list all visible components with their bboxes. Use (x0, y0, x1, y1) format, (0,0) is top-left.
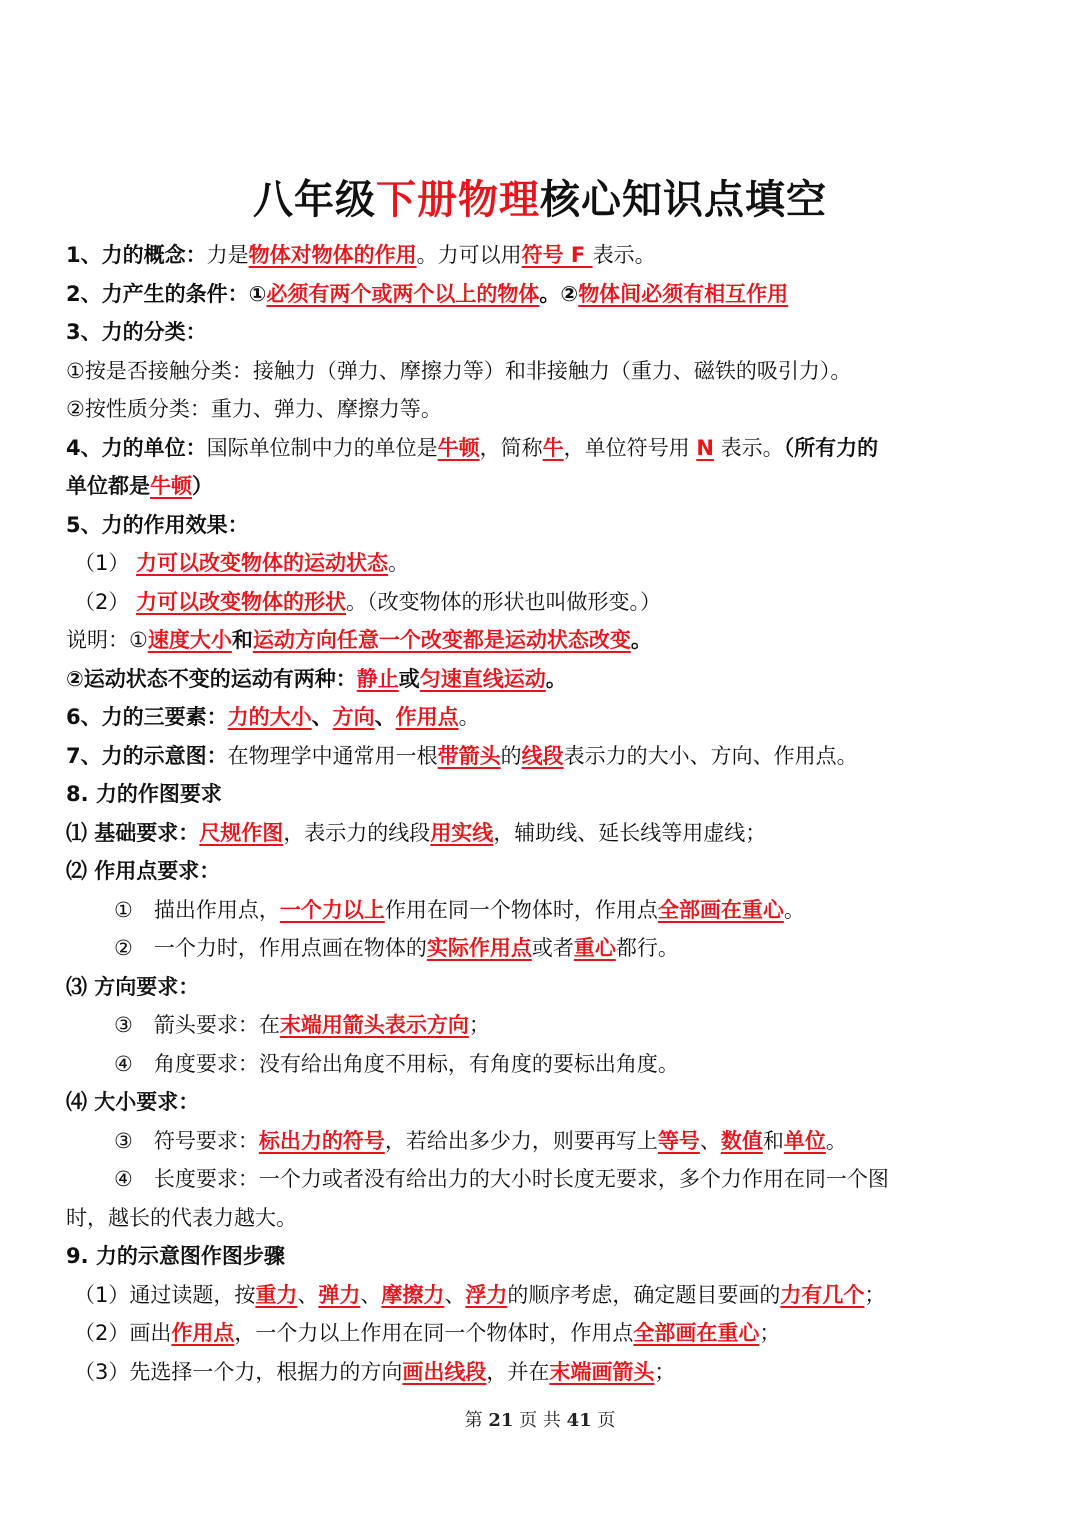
text-segment: ① 描出作用点， (114, 897, 280, 922)
answer-blank: 速度大小 (147, 628, 232, 652)
answer-blank: 尺规作图 (199, 820, 284, 845)
bold-label: 8. 力的作图要求 (66, 782, 222, 806)
current-page-number: 21 (488, 1410, 514, 1431)
content-line (66, 625, 1026, 655)
answer-blank: 匀速直线运动 (419, 666, 546, 691)
answer-blank: 物体间必须有相互作用 (578, 281, 789, 306)
content-line (66, 818, 1026, 848)
text-segment: ； (468, 1013, 490, 1037)
text-segment: （1） (74, 551, 137, 575)
bold-label: 1、力的概念： (66, 243, 207, 267)
answer-blank: 全部画在重心 (657, 897, 784, 922)
text-segment: 。 (458, 705, 480, 729)
bold-label: 、 (311, 705, 333, 729)
content-line (66, 433, 1026, 463)
answer-blank: 静止 (356, 666, 399, 691)
text-segment: ； (654, 1359, 676, 1384)
answer-blank: 带箭头 (437, 743, 501, 768)
answer-blank: 力可以改变物体的运动状态 (136, 551, 389, 575)
text-segment: ； (759, 1321, 781, 1345)
text-segment: 在物理学中通常用一根 (227, 743, 438, 768)
answer-blank: 末端用箭头表示方向 (279, 1013, 469, 1037)
content-line (66, 779, 1026, 809)
answer-blank: 全部画在重心 (633, 1321, 760, 1345)
bold-label: 、 (374, 705, 396, 729)
answer-blank: 标出力的符号 (258, 1128, 385, 1153)
text-segment: ，并在 (486, 1359, 550, 1384)
answer-blank: 摩擦力 (381, 1282, 445, 1307)
answer-blank: 末端画箭头 (549, 1359, 655, 1384)
content-line (66, 240, 1026, 270)
footer-middle: 页 共 (519, 1410, 561, 1431)
title-part-2: 下册物理 (376, 177, 540, 223)
content-line (66, 1241, 1026, 1271)
text-segment: 表示力的大小、方向、作用点。 (563, 743, 858, 768)
text-segment: ④ 角度要求：没有给出角度不用标，有角度的要标出角度。 (114, 1051, 679, 1076)
content-line (66, 1164, 1074, 1194)
bold-label: 2、力产生的条件：① (66, 281, 267, 306)
bold-label: 。 (545, 666, 567, 691)
answer-blank: 必须有两个或两个以上的物体 (266, 281, 540, 306)
content-line (66, 510, 1026, 540)
content-line (66, 856, 1026, 886)
content-line (66, 1357, 1034, 1387)
bold-label: ） (192, 474, 213, 498)
text-segment: ②按性质分类：重力、弹力、摩擦力等。 (66, 397, 442, 421)
answer-blank: 重心 (573, 936, 616, 960)
title-part-1: 八年级 (253, 177, 376, 223)
content-line (66, 664, 1026, 694)
text-segment: 表示。 (713, 435, 784, 460)
content-line (66, 548, 1034, 578)
text-segment: 力是 (206, 243, 249, 267)
content-line (66, 741, 1026, 771)
answer-blank: 用实线 (430, 820, 494, 845)
answer-blank: 符号 F (521, 243, 593, 267)
bold-label: ⑵ 作用点要求： (66, 859, 221, 883)
text-segment: 或者 (531, 936, 574, 960)
bold-label: ⑷ 大小要求： (66, 1090, 200, 1114)
text-segment: 时，越长的代表力越大。 (66, 1205, 297, 1230)
text-segment: ② 一个力时，作用点画在物体的 (114, 936, 427, 960)
content-line (66, 1280, 1034, 1310)
text-segment: ； (864, 1282, 886, 1307)
text-segment: （3）先选择一个力，根据力的方向 (74, 1359, 403, 1384)
text-segment: 的顺序考虑，确定题目要画的 (507, 1282, 781, 1307)
answer-blank: 弹力 (318, 1282, 361, 1307)
text-segment: ，单位符号用 (563, 435, 697, 460)
bold-label: 3、力的分类： (66, 320, 207, 344)
page-title (0, 170, 1080, 230)
text-segment: 说明：① (66, 628, 148, 652)
answer-blank: 等号 (657, 1128, 700, 1153)
answer-blank: 牛 (542, 435, 564, 460)
answer-blank: 力可以改变物体的形状 (136, 589, 347, 614)
answer-blank: 方向 (332, 705, 375, 729)
text-segment: 国际单位制中力的单位是 (206, 435, 438, 460)
answer-blank: 数值 (720, 1128, 763, 1153)
content-line (66, 1010, 1074, 1040)
text-segment: （2） (74, 589, 137, 614)
text-segment: 。 (825, 1128, 847, 1153)
bold-label: 5、力的作用效果： (66, 512, 249, 537)
bold-label: 4、力的单位： (66, 435, 207, 460)
text-segment: ③ 符号要求： (114, 1128, 259, 1153)
text-segment: 。力可以用 (416, 243, 522, 267)
text-segment: 表示。 (592, 243, 656, 267)
answer-blank: N (696, 435, 714, 460)
bold-label: 。② (539, 281, 579, 306)
content-line (66, 587, 1034, 617)
answer-blank: 力有几个 (780, 1282, 865, 1307)
answer-blank: 一个力以上 (279, 897, 385, 922)
footer-suffix: 页 (597, 1410, 616, 1431)
bold-label: 或 (398, 666, 420, 691)
text-segment: 、 (444, 1282, 466, 1307)
bold-label: ②运动状态不变的运动有两种： (66, 666, 357, 691)
content-line (66, 394, 1026, 424)
content-line (66, 933, 1074, 963)
content-line (66, 1318, 1034, 1348)
answer-blank: 物体对物体的作用 (248, 243, 417, 267)
content-line (66, 317, 1026, 347)
text-segment: ，辅助线、延长线等用虚线； (493, 820, 767, 845)
text-segment: ④ 长度要求：一个力或者没有给出力的大小时长度无要求，多个力作用在同一个图 (114, 1167, 889, 1191)
content-line (66, 356, 1026, 386)
text-segment: 。 (783, 897, 805, 922)
content-line (66, 702, 1026, 732)
answer-blank: 实际作用点 (426, 936, 532, 960)
text-segment: （1）通过读题，按 (74, 1282, 256, 1307)
text-segment: ，若给出多少力，则要再写上 (384, 1128, 658, 1153)
content-line (66, 279, 1026, 309)
title-part-3: 核心知识点填空 (540, 177, 827, 223)
answer-blank: 重力 (255, 1282, 298, 1307)
answer-blank: 作用点 (395, 705, 459, 729)
bold-label: 7、力的示意图： (66, 743, 228, 768)
answer-blank: 线段 (521, 743, 564, 768)
text-segment: 都行。 (615, 936, 679, 960)
page-number-footer (0, 1406, 1080, 1436)
content-line (66, 1126, 1074, 1156)
total-page-number: 41 (566, 1410, 592, 1431)
bold-label: 和 (231, 628, 253, 652)
text-segment: ，一个力以上作用在同一个物体时，作用点 (234, 1321, 634, 1345)
text-segment: 作用在同一个物体时，作用点 (384, 897, 658, 922)
answer-blank: 运动方向任意一个改变都是运动状态改变 (252, 628, 631, 652)
footer-prefix: 第 (464, 1410, 483, 1431)
answer-blank: 牛顿 (150, 474, 192, 498)
text-segment: 、 (297, 1282, 319, 1307)
text-segment: 。 (388, 551, 410, 575)
answer-blank: 作用点 (171, 1321, 235, 1345)
text-segment: 、 (699, 1128, 721, 1153)
content-line (66, 1203, 1026, 1233)
answer-blank: 单位 (783, 1128, 826, 1153)
bold-label: 单位都是 (66, 474, 150, 498)
content-line (66, 1087, 1026, 1117)
content-line (66, 972, 1026, 1002)
text-segment: 的 (500, 743, 522, 768)
content-line (66, 471, 1026, 501)
text-segment: （2）画出 (74, 1321, 172, 1345)
bold-label: （所有力的 (783, 435, 879, 460)
bold-label: 。 (630, 628, 652, 652)
answer-blank: 画出线段 (402, 1359, 487, 1384)
text-segment: 、 (360, 1282, 382, 1307)
bold-label: 9. 力的示意图作图步骤 (66, 1244, 285, 1268)
text-segment: ③ 箭头要求：在 (114, 1013, 280, 1037)
bold-label: ⑴ 基础要求： (66, 820, 200, 845)
answer-blank: 牛顿 (437, 435, 480, 460)
answer-blank: 浮力 (465, 1282, 508, 1307)
bold-label: 6、力的三要素： (66, 705, 228, 729)
text-segment: ，简称 (479, 435, 543, 460)
text-segment: 。（改变物体的形状也叫做形变。） (346, 589, 662, 614)
answer-blank: 力的大小 (227, 705, 312, 729)
text-segment: ，表示力的线段 (283, 820, 431, 845)
content-line (66, 895, 1074, 925)
bold-label: ⑶ 方向要求： (66, 974, 200, 999)
text-segment: ①按是否接触分类：接触力（弹力、摩擦力等）和非接触力（重力、磁铁的吸引力）。 (66, 358, 852, 383)
content-line (66, 1049, 1074, 1079)
text-segment: 和 (762, 1128, 784, 1153)
